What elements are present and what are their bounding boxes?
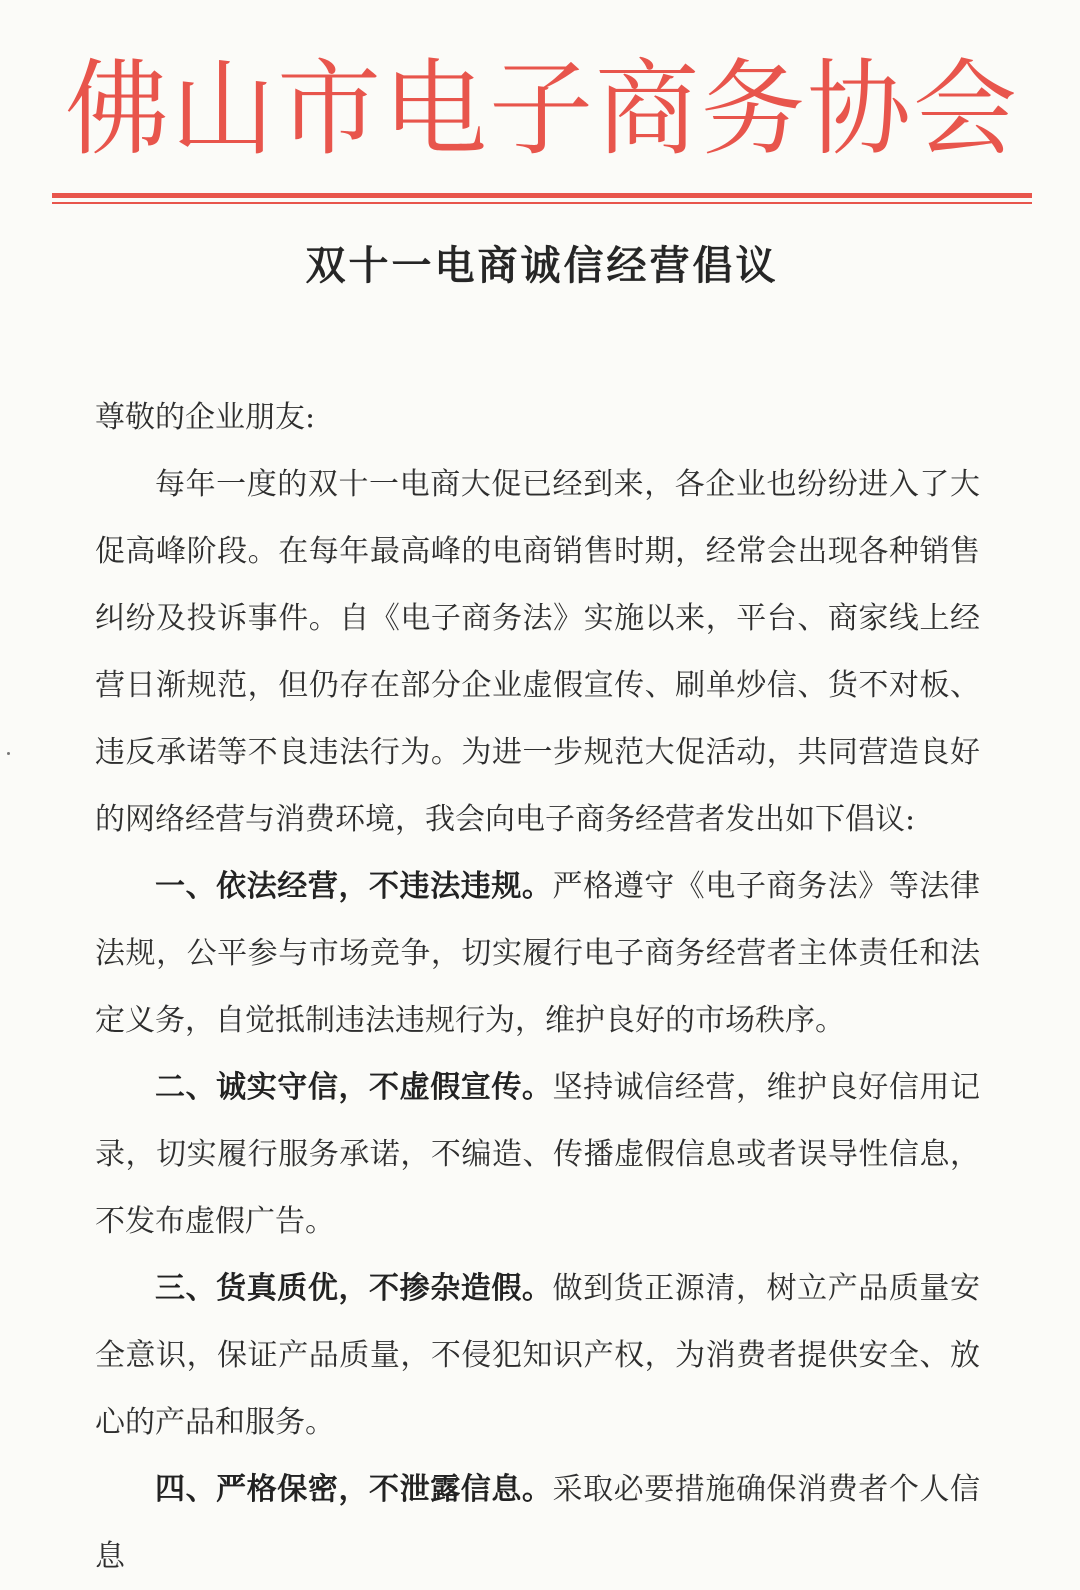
item-text-1: 严格遵守《电子商务法》等法律法规，公平参与市场竞争，切实履行电子商务经营者主体责任和法定义务，自觉抵制违法违规行为，维护良好的市场秩序。 (95, 869, 980, 1038)
letterhead-rule-thin (52, 202, 1032, 204)
scan-speck (7, 752, 10, 755)
item-heading-1: 一、依法经营，不违法违规。 (155, 869, 553, 904)
item-paragraph-3 (95, 1255, 980, 1456)
item-heading-2: 二、诚实守信，不虚假宣传。 (155, 1070, 553, 1105)
item-paragraph-1 (95, 853, 980, 1054)
document-title: 双十一电商诚信经营倡议 (305, 242, 779, 289)
salutation: 尊敬的企业朋友: (95, 400, 316, 435)
item-paragraph-4 (95, 1456, 980, 1590)
item-paragraph-2 (95, 1054, 980, 1255)
item-text-4: 采取必要措施确保消费者个人信息 (95, 1472, 980, 1574)
item-heading-4: 四、严格保密，不泄露信息。 (155, 1472, 553, 1507)
item-text-2: 坚持诚信经营，维护良好信用记录，切实履行服务承诺，不编造、传播虚假信息或者误导性信息，不发布虚假广告。 (95, 1070, 980, 1239)
intro-paragraph: 每年一度的双十一电商大促已经到来，各企业也纷纷进入了大促高峰阶段。在每年最高峰的电商销售时期，经常会出现各种销售纠纷及投诉事件。自《电子商务法》实施以来，平台、商家线上经营日渐规范，但仍存在部分企业虚假宣传、刷单炒信、货不对板、违反承诺等不良违法行为。为进一步规范大促活动，共同营造良好的网络经营与消费环境，我会向电子商务经营者发出如下倡议: (95, 467, 980, 837)
letterhead-rule-thick (52, 193, 1032, 198)
organization-letterhead: 佛山市电子商务协会 (64, 48, 1019, 170)
item-text-3: 做到货正源清，树立产品质量安全意识，保证产品质量，不侵犯知识产权，为消费者提供安全、放心的产品和服务。 (95, 1271, 980, 1440)
document-body (95, 384, 980, 1590)
item-heading-3: 三、货真质优，不掺杂造假。 (155, 1271, 553, 1306)
